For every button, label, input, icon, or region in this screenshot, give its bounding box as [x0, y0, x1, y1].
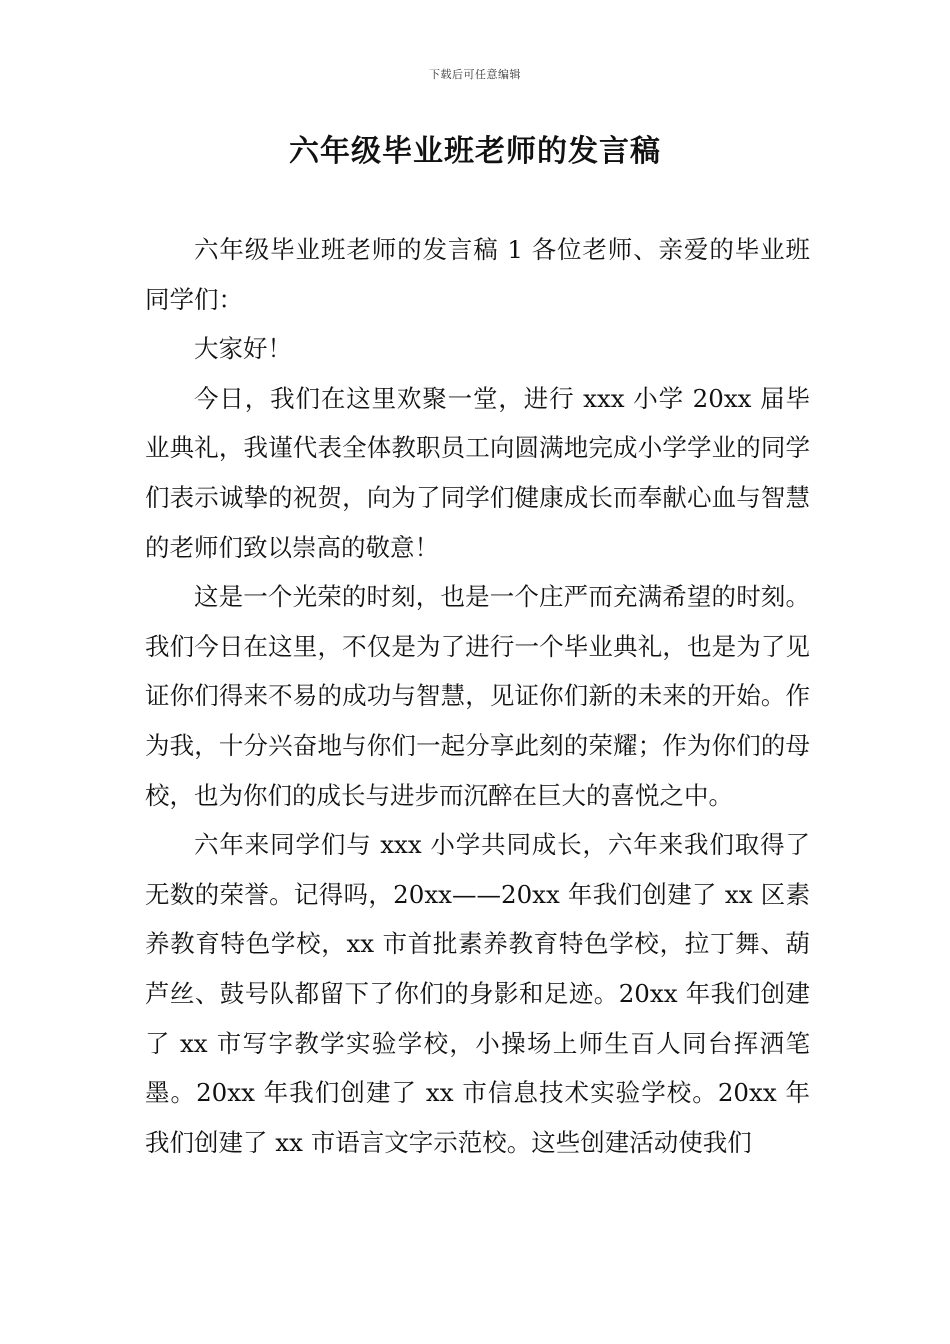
paragraph: 这是一个光荣的时刻，也是一个庄严而充满希望的时刻。我们今日在这里，不仅是为了进行一个毕业典礼，也是为了见证你们得来不易的成功与智慧，见证你们新的未来的开始。作为我，十分兴奋地与你们一起分享此刻的荣耀；作为你们的母校，也为你们的成长与进步而沉醉在巨大的喜悦之中。	[145, 582, 810, 810]
document-title: 六年级毕业班老师的发言稿	[289, 134, 661, 169]
paragraph: 大家好！	[194, 334, 292, 364]
header-note: 下载后可任意编辑	[429, 68, 521, 81]
paragraph: 今日，我们在这里欢聚一堂，进行 xxx 小学 20xx 届毕业典礼，我谨代表全体教职员工向圆满地完成小学学业的同学们表示诚挚的祝贺，向为了同学们健康成长而奉献心血与智慧的老师们致以崇高的敬意！	[145, 383, 810, 562]
document-body	[145, 225, 810, 1167]
paragraph: 六年级毕业班老师的发言稿 1 各位老师、亲爱的毕业班同学们：	[145, 235, 810, 314]
paragraph: 六年来同学们与 xxx 小学共同成长，六年来我们取得了无数的荣誉。记得吗，20xx——20xx 年我们创建了 xx 区素养教育特色学校，xx 市首批素养教育特色学校，拉丁舞、葫芦丝、鼓号队都留下了你们的身影和足迹。20xx 年我们创建了 xx 市写字教学实验学校，小操场上师生百人同台挥洒笔墨。20xx 年我们创建了 xx 市信息技术实验学校。20xx 年我们创建了 xx 市语言文字示范校。这些创建活动使我们	[145, 830, 810, 1157]
